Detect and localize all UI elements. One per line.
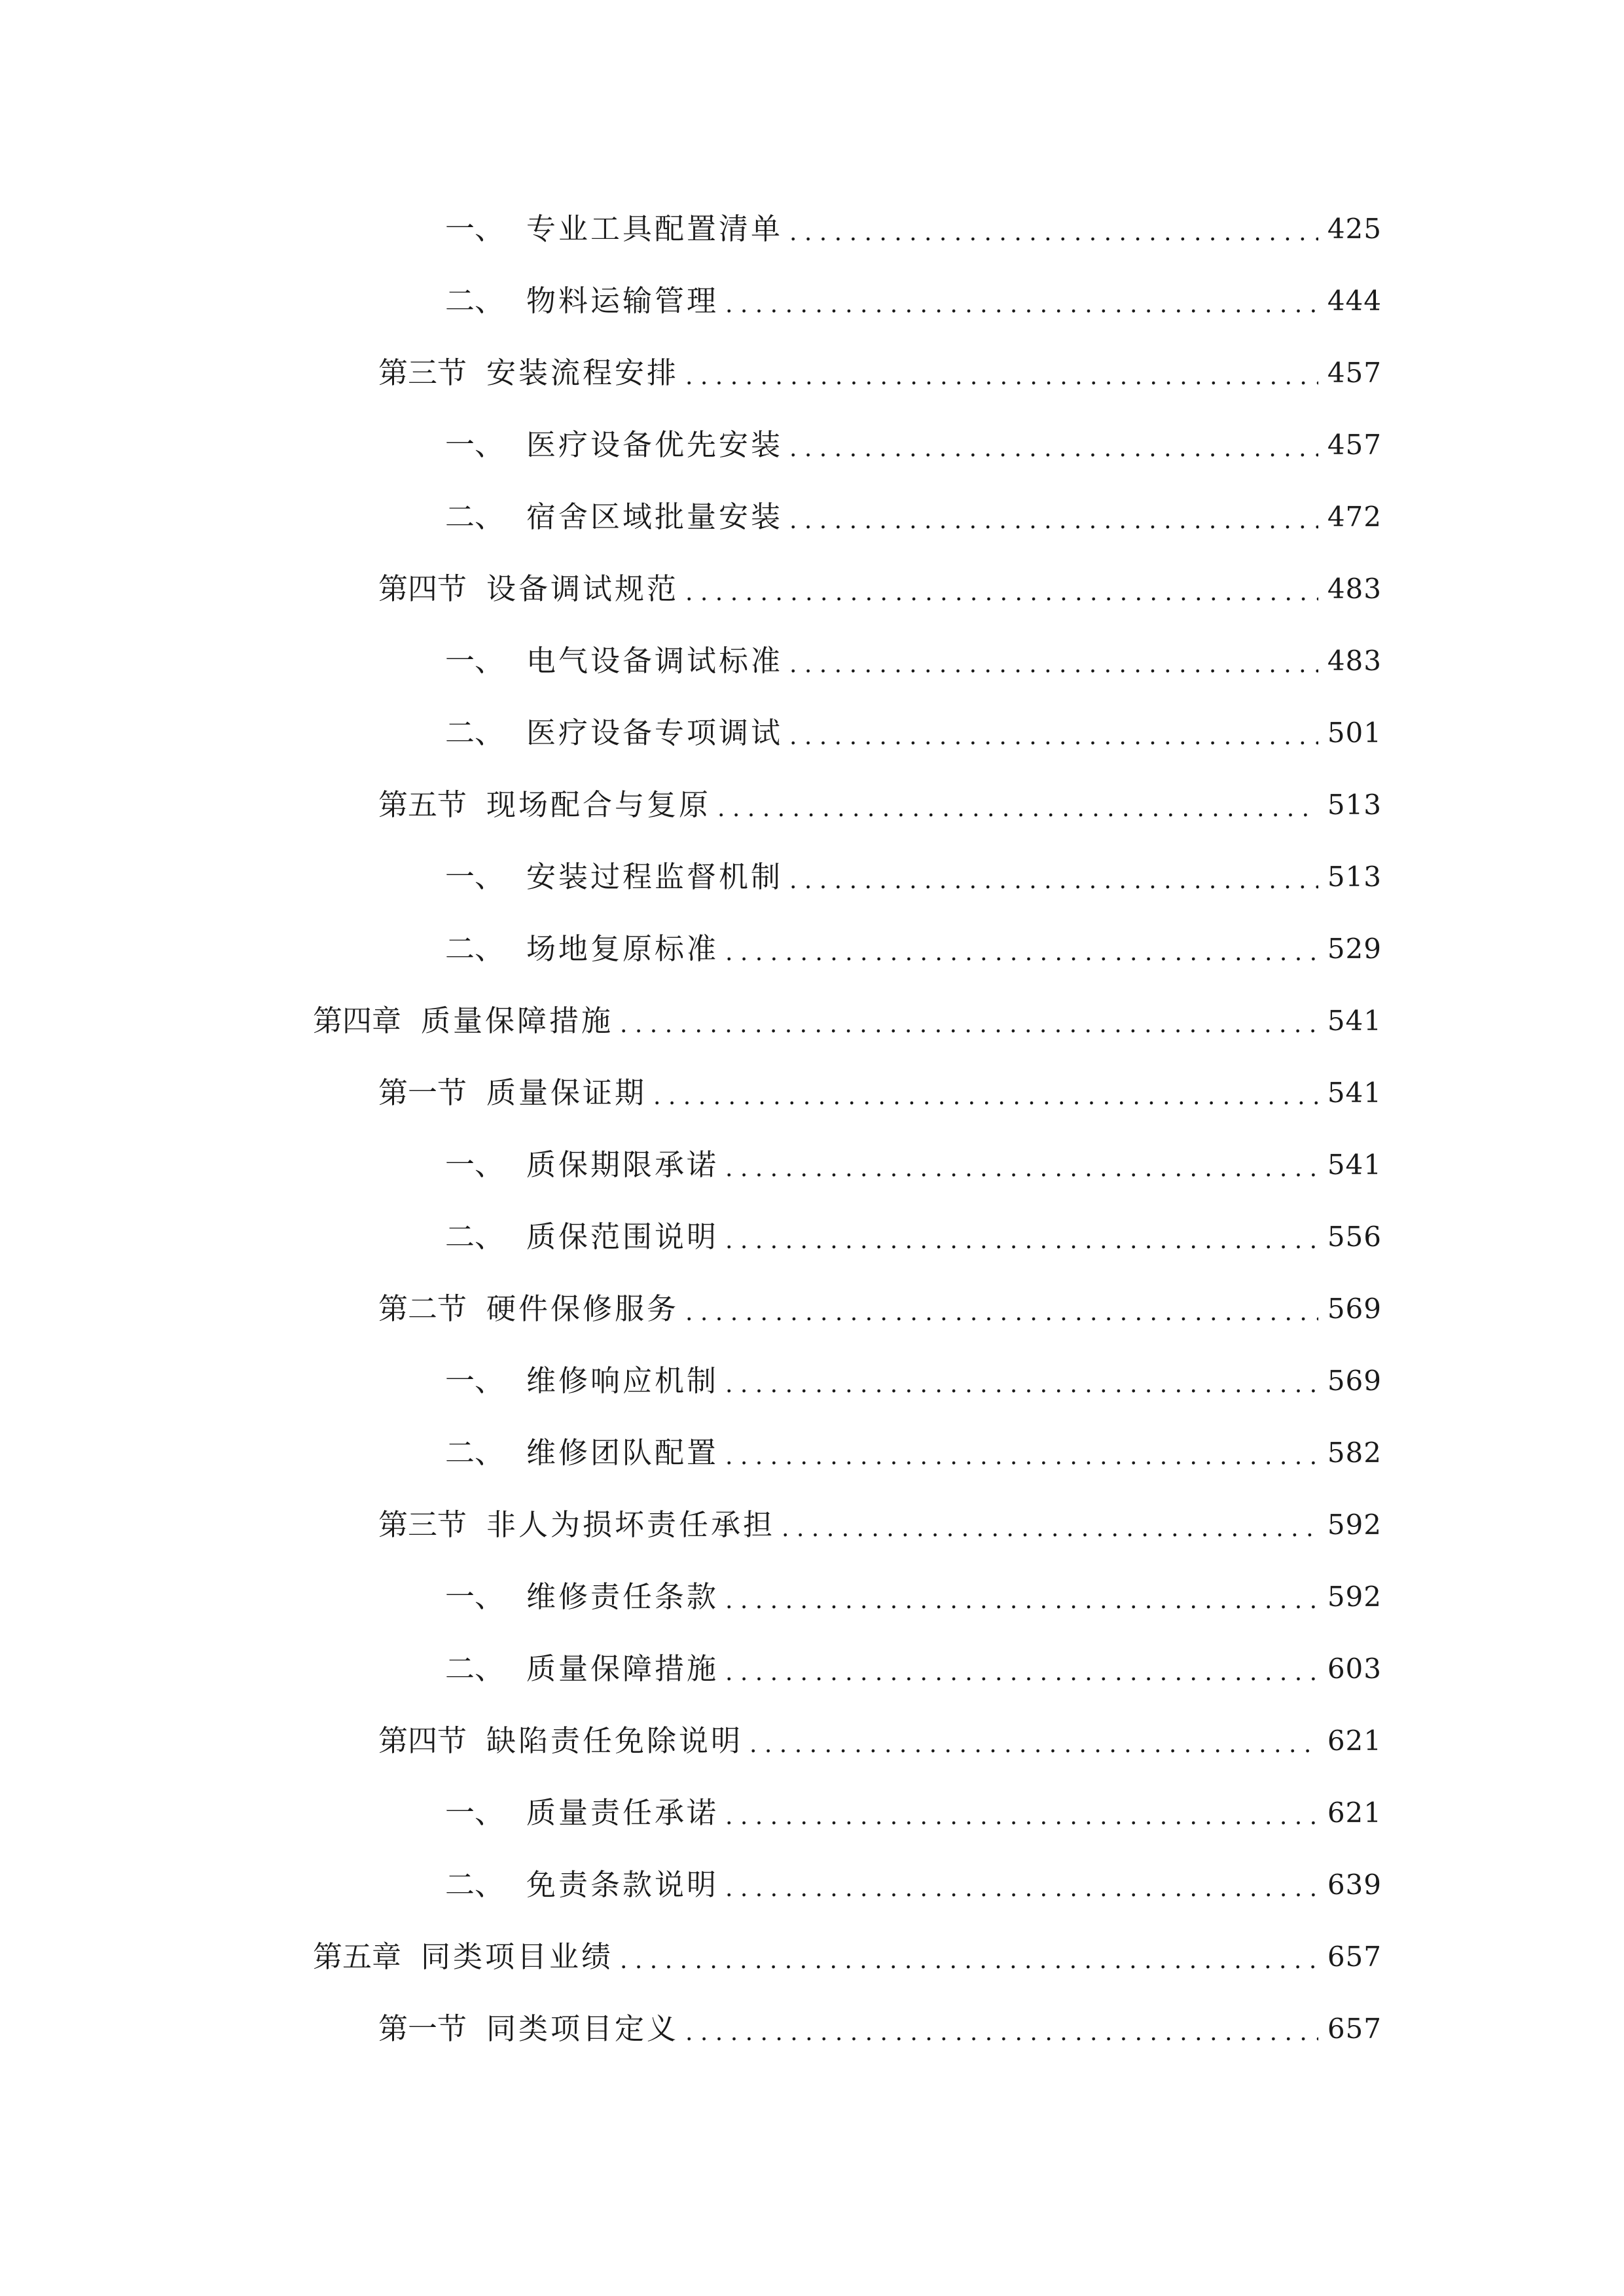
toc-entry[interactable]: [445, 1355, 1382, 1407]
toc-entry-number: 一、: [445, 1363, 505, 1398]
toc-entry-number: 第四节: [378, 571, 467, 606]
toc-entry[interactable]: [445, 1211, 1382, 1263]
toc-entry-title: 专业工具配置清单: [526, 211, 784, 246]
toc-entry[interactable]: [313, 1931, 1382, 1983]
toc-entry[interactable]: [445, 1859, 1382, 1911]
toc-entry-number: 二、: [445, 1651, 505, 1686]
toc-entry[interactable]: [445, 923, 1382, 975]
dot-leader: [685, 351, 1318, 403]
toc-entry-title: 安装过程监督机制: [526, 859, 784, 894]
dot-leader: [685, 1287, 1318, 1339]
dot-leader: [725, 1431, 1318, 1483]
toc-entry-number: 二、: [445, 1435, 505, 1470]
dot-leader: [685, 2007, 1318, 2059]
toc-entry[interactable]: [445, 203, 1382, 255]
toc-entry-number: 一、: [445, 211, 505, 246]
toc-entry-page-number: 529: [1327, 933, 1382, 965]
toc-entry-number: 二、: [445, 1867, 505, 1902]
toc-entry[interactable]: [445, 1571, 1382, 1623]
dot-leader: [725, 1647, 1318, 1699]
toc-entry-page-number: 472: [1327, 501, 1382, 533]
toc-entry[interactable]: [378, 1067, 1382, 1119]
toc-entry-title: 同类项目定义: [486, 2011, 679, 2046]
toc-entry-number: 一、: [445, 1147, 505, 1182]
dot-leader: [789, 639, 1318, 691]
dot-leader: [782, 1503, 1318, 1555]
dot-leader: [725, 1143, 1318, 1195]
toc-entry-title: 质保期限承诺: [526, 1147, 719, 1182]
dot-leader: [789, 423, 1318, 475]
toc-entry-page-number: 657: [1327, 2013, 1382, 2045]
toc-entry-title: 安装流程安排: [486, 355, 679, 390]
toc-entry-page-number: 657: [1327, 1941, 1382, 1973]
toc-entry-page-number: 582: [1327, 1437, 1382, 1469]
dot-leader: [725, 927, 1318, 979]
toc-entry-number: 第二节: [378, 1291, 467, 1326]
toc-entry-number: 二、: [445, 1219, 505, 1254]
toc-entry-page-number: 541: [1327, 1149, 1382, 1181]
dot-leader: [789, 495, 1318, 547]
toc-entry-title: 场地复原标准: [526, 931, 719, 966]
toc-entry-number: 一、: [445, 859, 505, 894]
toc-entry-title: 缺陷责任免除说明: [486, 1723, 744, 1758]
dot-leader: [789, 855, 1318, 907]
toc-entry[interactable]: [445, 851, 1382, 903]
toc-entry-number: 一、: [445, 643, 505, 678]
toc-entry[interactable]: [445, 275, 1382, 327]
toc-entry-page-number: 592: [1327, 1509, 1382, 1541]
dot-leader: [725, 1863, 1318, 1915]
toc-entry[interactable]: [445, 1427, 1382, 1479]
toc-entry-title: 免责条款说明: [526, 1867, 719, 1902]
toc-entry-number: 第四章: [313, 1003, 402, 1038]
toc-entry-title: 硬件保修服务: [486, 1291, 679, 1326]
dot-leader: [725, 1215, 1318, 1267]
toc-entry-title: 维修责任条款: [526, 1579, 719, 1614]
toc-entry-title: 现场配合与复原: [486, 787, 712, 822]
toc-entry[interactable]: [378, 779, 1382, 831]
toc-entry-title: 维修响应机制: [526, 1363, 719, 1398]
dot-leader: [620, 1935, 1318, 1987]
toc-entry[interactable]: [378, 1283, 1382, 1335]
dot-leader: [725, 1575, 1318, 1627]
toc-entry-page-number: 425: [1327, 213, 1382, 245]
toc-entry-number: 二、: [445, 931, 505, 966]
toc-entry-title: 质保范围说明: [526, 1219, 719, 1254]
toc-entry-page-number: 444: [1327, 285, 1382, 317]
dot-leader: [717, 783, 1318, 835]
toc-entry-page-number: 569: [1327, 1365, 1382, 1397]
toc-entry[interactable]: [378, 563, 1382, 615]
toc-entry-page-number: 501: [1327, 717, 1382, 749]
toc-entry-number: 第四节: [378, 1723, 467, 1758]
toc-entry-title: 非人为损坏责任承担: [486, 1507, 776, 1542]
dot-leader: [725, 279, 1318, 331]
toc-entry-number: 第三节: [378, 1507, 467, 1542]
dot-leader: [789, 711, 1318, 763]
toc-entry-page-number: 541: [1327, 1077, 1382, 1109]
toc-entry[interactable]: [445, 635, 1382, 687]
toc-entry-page-number: 621: [1327, 1797, 1382, 1829]
toc-entry[interactable]: [445, 1787, 1382, 1839]
toc-entry-page-number: 556: [1327, 1221, 1382, 1253]
toc-entry[interactable]: [378, 1499, 1382, 1551]
toc-entry-number: 第五章: [313, 1939, 402, 1974]
toc-entry-page-number: 457: [1327, 357, 1382, 389]
toc-entry[interactable]: [313, 995, 1382, 1047]
toc-entry[interactable]: [378, 2003, 1382, 2055]
toc-entry-page-number: 513: [1327, 789, 1382, 821]
toc-entry-number: 一、: [445, 1579, 505, 1614]
toc-entry-title: 质量保证期: [486, 1075, 647, 1110]
toc-entry-title: 物料运输管理: [526, 283, 719, 318]
toc-entry[interactable]: [445, 1139, 1382, 1191]
toc-entry-page-number: 639: [1327, 1869, 1382, 1901]
toc-entry-page-number: 603: [1327, 1653, 1382, 1685]
dot-leader: [725, 1791, 1318, 1843]
toc-entry-number: 一、: [445, 1795, 505, 1830]
toc-entry-title: 医疗设备优先安装: [526, 427, 784, 462]
toc-entry-page-number: 513: [1327, 861, 1382, 893]
dot-leader: [749, 1719, 1318, 1771]
toc-entry-page-number: 621: [1327, 1725, 1382, 1757]
dot-leader: [620, 999, 1318, 1051]
toc-entry-title: 设备调试规范: [486, 571, 679, 606]
toc-entry[interactable]: [378, 1715, 1382, 1767]
toc-entry-page-number: 483: [1327, 573, 1382, 605]
toc-entry-page-number: 483: [1327, 645, 1382, 677]
toc-entry-title: 维修团队配置: [526, 1435, 719, 1470]
toc-entry-number: 二、: [445, 283, 505, 318]
toc-entry-number: 一、: [445, 427, 505, 462]
dot-leader: [725, 1359, 1318, 1411]
toc-entry-number: 二、: [445, 499, 505, 534]
toc-entry[interactable]: [445, 1643, 1382, 1695]
toc-entry[interactable]: [378, 347, 1382, 399]
toc-entry-title: 质量保障措施: [421, 1003, 614, 1038]
dot-leader: [653, 1071, 1318, 1123]
toc-entry-title: 电气设备调试标准: [526, 643, 784, 678]
toc-entry[interactable]: [445, 419, 1382, 471]
dot-leader: [789, 207, 1318, 259]
toc-entry-title: 质量保障措施: [526, 1651, 719, 1686]
toc-entry-title: 质量责任承诺: [526, 1795, 719, 1830]
toc-entry[interactable]: [445, 491, 1382, 543]
toc-entry-title: 宿舍区域批量安装: [526, 499, 784, 534]
toc-entry-page-number: 457: [1327, 429, 1382, 461]
toc-entry-number: 二、: [445, 715, 505, 750]
toc-entry-title: 医疗设备专项调试: [526, 715, 784, 750]
toc-entry-page-number: 569: [1327, 1293, 1382, 1325]
toc-entry-title: 同类项目业绩: [421, 1939, 614, 1974]
toc-entry-number: 第三节: [378, 355, 467, 390]
toc-entry-number: 第一节: [378, 1075, 467, 1110]
toc-entry-number: 第一节: [378, 2011, 467, 2046]
toc-entry[interactable]: [445, 707, 1382, 759]
toc-entry-number: 第五节: [378, 787, 467, 822]
toc-entry-page-number: 541: [1327, 1005, 1382, 1037]
dot-leader: [685, 567, 1318, 619]
toc-entry-page-number: 592: [1327, 1581, 1382, 1613]
